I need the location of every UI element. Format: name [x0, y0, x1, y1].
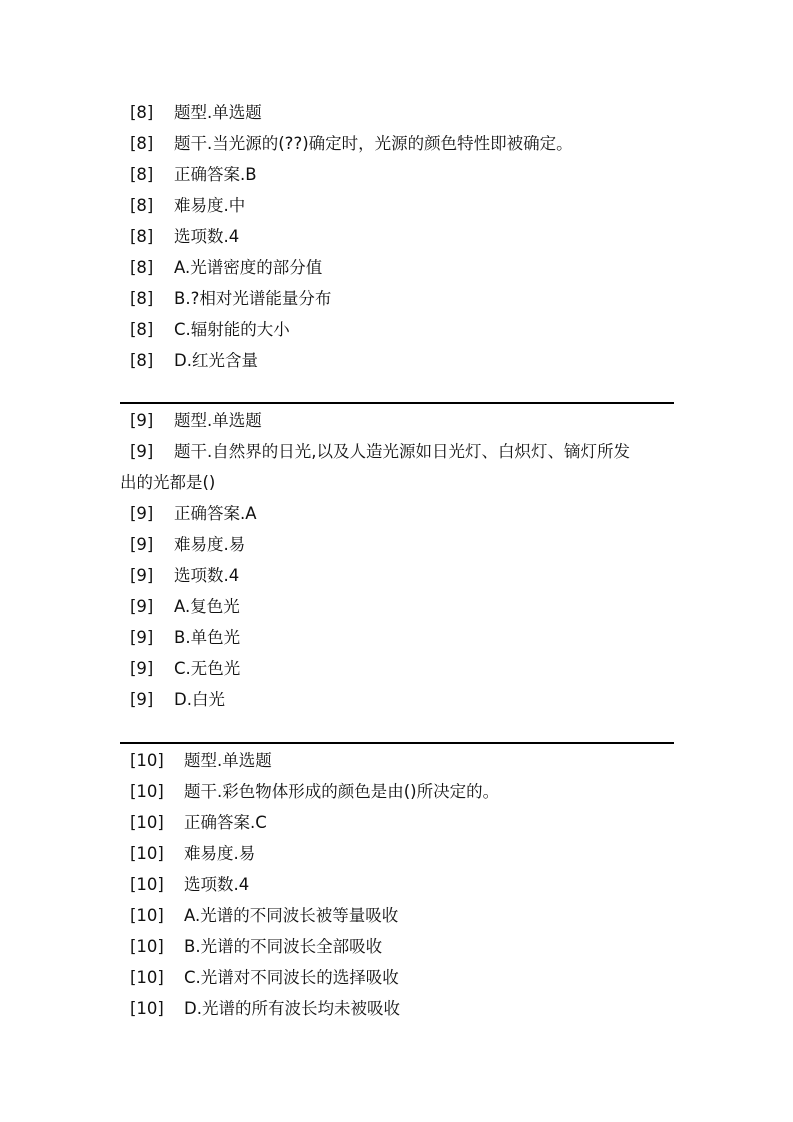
- question-tag: [9]: [130, 535, 154, 554]
- question-type-line: [120, 405, 674, 436]
- option-b-line: [120, 283, 674, 314]
- question-tag: [10]: [130, 813, 164, 832]
- option-c: C.辐射能的大小: [174, 320, 290, 339]
- option-d-line: [120, 993, 674, 1024]
- question-tag: [8]: [130, 351, 154, 370]
- question-tag: [9]: [130, 504, 154, 523]
- difficulty-line: [120, 838, 674, 869]
- question-tag: [10]: [130, 751, 164, 770]
- question-tag: [10]: [130, 875, 164, 894]
- question-tag: [10]: [130, 844, 164, 863]
- option-count: 选项数.4: [174, 227, 240, 246]
- difficulty: 难易度.易: [184, 844, 256, 863]
- question-type-line: [120, 97, 674, 128]
- option-b: B.单色光: [174, 628, 241, 647]
- question-tag: [8]: [130, 196, 154, 215]
- question-tag: [10]: [130, 937, 164, 956]
- option-a: A.光谱密度的部分值: [174, 258, 323, 277]
- question-block-8: [120, 97, 674, 376]
- difficulty-line: [120, 190, 674, 221]
- question-tag: [8]: [130, 103, 154, 122]
- option-c: C.光谱对不同波长的选择吸收: [184, 968, 399, 987]
- option-count: 选项数.4: [174, 566, 240, 585]
- option-count: 选项数.4: [184, 875, 250, 894]
- difficulty: 难易度.易: [174, 535, 246, 554]
- question-stem: 题干.彩色物体形成的颜色是由()所决定的。: [184, 782, 500, 801]
- answer-line: [120, 807, 674, 838]
- question-tag: [9]: [130, 597, 154, 616]
- question-tag: [8]: [130, 165, 154, 184]
- option-b-line: [120, 622, 674, 653]
- option-d-line: [120, 345, 674, 376]
- option-count-line: [120, 869, 674, 900]
- question-tag: [9]: [130, 566, 154, 585]
- question-tag: [9]: [130, 690, 154, 709]
- question-stem: 题干.自然界的日光,以及人造光源如日光灯、白炽灯、镝灯所发: [174, 442, 630, 461]
- option-a-line: [120, 591, 674, 622]
- correct-answer: 正确答案.C: [184, 813, 267, 832]
- option-c-line: [120, 653, 674, 684]
- question-tag: [9]: [130, 411, 154, 430]
- correct-answer: 正确答案.A: [174, 504, 257, 523]
- question-tag: [9]: [130, 628, 154, 647]
- difficulty-line: [120, 529, 674, 560]
- option-a: A.光谱的不同波长被等量吸收: [184, 906, 399, 925]
- divider: [120, 402, 674, 404]
- option-c-line: [120, 314, 674, 345]
- question-tag: [10]: [130, 968, 164, 987]
- option-c: C.无色光: [174, 659, 241, 678]
- option-count-line: [120, 560, 674, 591]
- question-stem: 题干.当光源的(??)确定时，光源的颜色特性即被确定。: [174, 134, 573, 153]
- option-b-line: [120, 931, 674, 962]
- question-type: 题型.单选题: [174, 411, 262, 430]
- option-d: D.红光含量: [174, 351, 258, 370]
- question-tag: [9]: [130, 442, 154, 461]
- option-b: B.光谱的不同波长全部吸收: [184, 937, 383, 956]
- option-d: D.光谱的所有波长均未被吸收: [184, 999, 400, 1018]
- option-a-line: [120, 900, 674, 931]
- option-a-line: [120, 252, 674, 283]
- option-a: A.复色光: [174, 597, 240, 616]
- option-b: B.?相对光谱能量分布: [174, 289, 332, 308]
- answer-line: [120, 159, 674, 190]
- question-tag: [8]: [130, 320, 154, 339]
- question-stem-cont: 出的光都是(): [120, 473, 216, 492]
- question-type-line: [120, 745, 674, 776]
- question-tag: [8]: [130, 134, 154, 153]
- question-block-9: [120, 405, 674, 715]
- answer-line: [120, 498, 674, 529]
- question-tag: [8]: [130, 289, 154, 308]
- option-d: D.白光: [174, 690, 225, 709]
- difficulty: 难易度.中: [174, 196, 246, 215]
- question-tag: [10]: [130, 906, 164, 925]
- question-tag: [10]: [130, 999, 164, 1018]
- question-tag: [9]: [130, 659, 154, 678]
- option-c-line: [120, 962, 674, 993]
- question-stem-line: [120, 128, 674, 159]
- question-type: 题型.单选题: [174, 103, 262, 122]
- question-stem-continuation: [120, 467, 674, 498]
- question-type: 题型.单选题: [184, 751, 272, 770]
- option-count-line: [120, 221, 674, 252]
- question-tag: [8]: [130, 258, 154, 277]
- question-block-10: [120, 745, 674, 1024]
- option-d-line: [120, 684, 674, 715]
- correct-answer: 正确答案.B: [174, 165, 257, 184]
- question-stem-line: [120, 776, 674, 807]
- question-tag: [8]: [130, 227, 154, 246]
- question-tag: [10]: [130, 782, 164, 801]
- divider: [120, 742, 674, 744]
- question-stem-line: [120, 436, 674, 467]
